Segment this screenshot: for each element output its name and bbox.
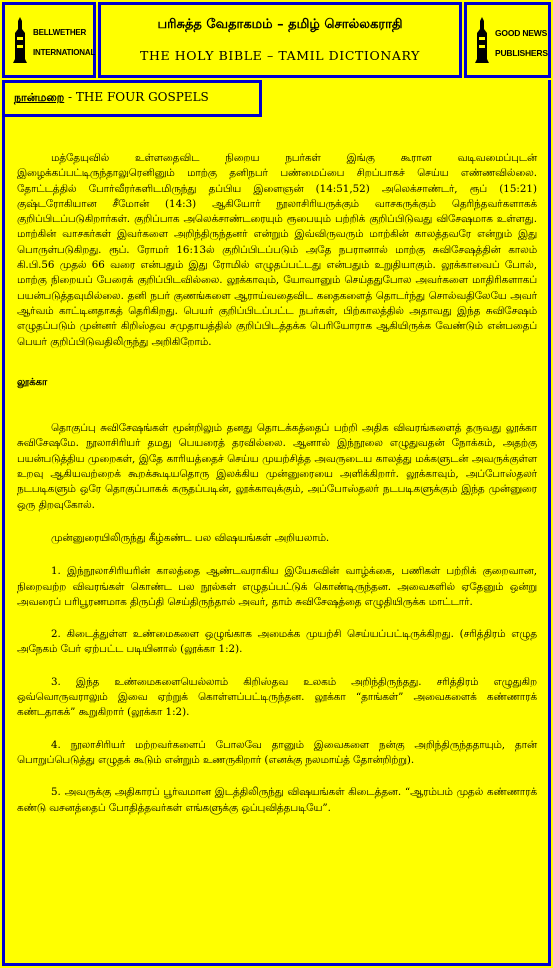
- list-item-2: 2. கிடைத்துள்ள உண்மைகளை ஒழுங்காக அமைக்க முயற்சி செய்யப்பட்டிருக்கிறது. (சரித்திரம் எழுத அநேகம் பேர் ஏற்பட்ட படியினால் (லூக்கா 1:2).: [17, 628, 537, 656]
- bellwether-logo: [11, 11, 96, 71]
- paragraph-mark: மத்தேயுவில் உள்ளதைவிட நிறைய நபர்கள் இங்கு கூரான வடிவமைப்புடன் இழைக்கப்பட்டிருந்தாலுரெனினும் மாற்கு தனிநபர் பண்மைப்பை சிறப்பாகச் செய்ய எண்ணவில்லை. தோட்டத்தில் போர்வீரர்களிடமிருந்து தப்பிய இளைஞன் (14:51,52) அலெக்சாண்டர், ரூப் (15:21) குஷ்டரோகியான சீமோன் (14:3) ஆகியோர் நூலாசிரியருக்கும் வாசகருக்கும் தெரிந்தவர்களாகக் குறிப்பிடப்படுகிறார்கள். குறிப்பாக அலெக்சாண்டரையும் ரூபையும் பற்றிக் குறிப்பிடுவது விசேஷமாக உள்ளது. மாற்கின் வாசகர்கள் இவர்களை அறிந்திருந்தனர் என்றும் இவ்விருவரும் மாற்கின் காலத்தவரே என்றும் இது பொருள்படுகிறது. ரூப். ரோமர் 16:13ல் குறிப்பிடப்படும் அதே நபரானால் மாற்கு சுவிசேஷத்தின் காலம் கி.பி.56 முதல் 66 வரை என்பதும் இது ரோமில் எழுதப்பட்டது என்பதும் உறுதியாகும். லூக்காவைப் போல், மாற்கு நிறையப் பேரைக் குறிப்பிடவில்லை. லூக்காவும், யோவானும் செய்ததுபோல அவர்களை மாதிரிகளாகப் பயன்படுத்தவுமில்லை. தனி நபர் குணங்களை ஆராய்வதைவிட கதைகளைத் தொடர்ந்து சொல்வதிலேயே அவர் ஆர்வம் காட்டினதாகத் தெரிகிறது. பெயர் குறிப்பிடப்பட்ட நபர்கள், பிற்காலத்தில் அதாவது இந்த சுவிசேஷம் எழுதப்படும் முன்னர் கிறிஸ்தவ சமுதாயத்தில் குறிப்பிடத்தக்க பெரியோராக ஆகியிருக்க வேண்டும் என்பதைப் பெயர் குறிப்பிடுவதிலிருந்து அறிகிறோம்.: [17, 152, 537, 348]
- bellwether-logo-box: [2, 2, 96, 78]
- list-item-4: 4. நூலாசிரியர் மற்றவர்களைப் போலவே தானும் இவைகளை நன்கு அறிந்திருந்ததாயும், தான் பொறுப்பெடுத்து எழுதக் கூடும் என்றும் உணருகிறார் (எனக்கு நலமாய்த் தோன்றிற்று).: [17, 738, 537, 766]
- title-tamil: பரிசுத்த வேதாகமம் – தமிழ் சொல்லகராதி: [157, 17, 403, 32]
- logo-right-line2: PUBLISHERS: [495, 48, 548, 58]
- section-title: [14, 90, 209, 106]
- good-news-logo-text: [495, 23, 548, 63]
- paragraph-preface-points: முன்னுரையிலிருந்து கீழ்கண்ட பல விஷயங்கள் அறியலாம்.: [51, 531, 330, 544]
- logo-right-line1: GOOD NEWS: [495, 28, 548, 38]
- good-news-logo-icon: [473, 15, 491, 67]
- logo-left-line2: INTERNATIONAL: [33, 48, 96, 57]
- list-item-3: 3. இந்த உண்மைகளையெல்லாம் கிறிஸ்தவ உலகம் அறிந்திருந்தது. சரித்திரம் எழுதுகிற ஒவ்வொருவராலும் இவை ஏற்றுக் கொள்ளப்பட்டிருந்தன. லூக்கா “தாங்கள்” அவைகளைக் கண்ணாரக் கண்டதாகக்” கூறுகிறார் (லூக்கா 1:2).: [17, 675, 537, 719]
- section-title-tamil: நான்மறை: [14, 91, 65, 104]
- section-title-box: [2, 80, 262, 117]
- logo-left-line1: BELLWETHER: [33, 28, 87, 37]
- heading-luke: லூக்கா: [17, 376, 48, 388]
- paragraph-luke-intro: தொகுப்பு சுவிசேஷங்கள் மூன்றிலும் தனது தொடக்கத்தைப் பற்றி அதிக விவரங்களைத் தருவது லூக்கா சுவிசேஷமே. நூலாசிரியர் தமது பெயரைத் தரவில்லை. ஆனால் இந்நூலை எழுதுவதன் நோக்கம், அதற்கு பயன்படுத்திய முறைகள், இதே காரியத்தைச் செய்ய முயற்சித்த அவருடைய காலத்து மக்களுடன் அவருக்குள்ள உறவு ஆகியவற்றைக் கூறக்கூடியதொரு இலக்கிய முன்னுரையை அளிக்கிறார். லூக்காவும், அப்போஸ்தலர் நடபடிகளும் ஒரே தொகுப்பாகக் கருதப்படின், லூக்காவுக்கும், அப்போஸ்தலர் நடபடிகளுக்கும் இந்த முன்னுரை ஒரு திறவுகோல்.: [17, 422, 537, 511]
- bellwether-logo-text: [33, 23, 95, 63]
- list-item-1: 1. இந்நூலாசிரியரின் காலத்தை ஆண்டவராகிய இயேசுவின் வாழ்க்கை, பணிகள் பற்றிக் குறைவான, நிறைவற்ற விவரங்கள் கொண்ட பல நூல்கள் எழுதப்பட்டுக் கொண்டிருந்தன. அவைகளில் ஏதேனும் ஒன்று அவரைப் பரிபூரணமாக திருப்தி செய்திருந்தால் அவர், தாம் சுவிசேஷத்தை எழுதியிருக்க மாட்டார்.: [17, 565, 537, 608]
- bellwether-logo-icon: [11, 15, 29, 67]
- good-news-logo-box: [464, 2, 551, 78]
- article-body: [17, 151, 537, 816]
- list-item-5: 5. அவருக்கு அதிகாரப் பூர்வமான இடத்திலிருந்து விஷயங்கள் கிடைத்தன. “ஆரம்பம் முதல் கண்ணாரக் கண்டு வசனத்தைப் போதித்தவர்கள் எங்களுக்கு ஒப்புவித்தபடியே”.: [17, 786, 537, 814]
- good-news-logo: [473, 11, 548, 71]
- title-box: [98, 2, 462, 78]
- section-title-english: - THE FOUR GOSPELS: [64, 90, 209, 104]
- title-english: THE HOLY BIBLE – TAMIL DICTIONARY: [140, 48, 420, 63]
